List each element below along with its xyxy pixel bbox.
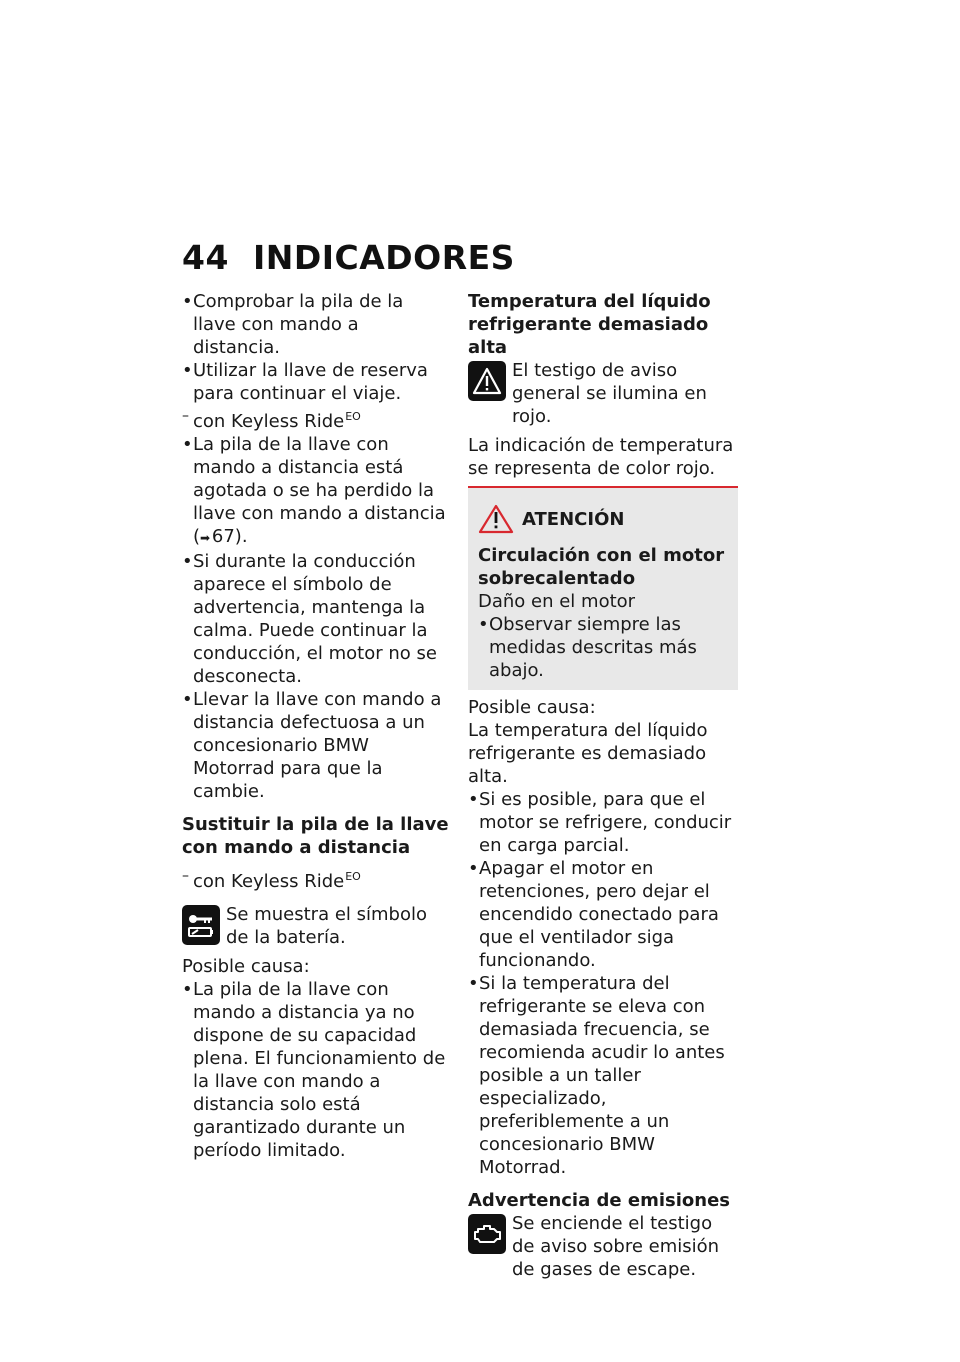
list-item: • La pila de la llave con mando a distancia está agotada o se ha perdido la llave con mando a distancia (➡ 67). <box>182 433 450 550</box>
list-item: • La pila de la llave con mando a distancia ya no dispone de su capacidad plena. El funcionamiento de la llave con mando a distancia solo está garantizado durante un período limitado. <box>182 978 450 1162</box>
left-column <box>182 290 450 1162</box>
list-item: • Llevar la llave con mando a distancia defectuosa a un concesionario BMW Motorrad para que la cambie. <box>182 688 450 803</box>
battery-text: Se muestra el símbolo de la batería. <box>226 904 427 948</box>
attention-box <box>468 488 738 690</box>
attention-title: Circulación con el motor sobrecalentado <box>478 545 725 589</box>
warning-indicator-row <box>468 359 738 428</box>
list-item: • Observar siempre las medidas descritas más abajo. <box>478 613 730 682</box>
key-battery-icon <box>182 905 220 945</box>
battery-indicator-row <box>182 903 450 949</box>
cause-label: Posible causa: <box>468 697 596 718</box>
temperature-text: La indicación de temperatura se representa de color rojo. <box>468 435 734 479</box>
equipment-note: – con Keyless Ride$^{EO}$ <box>182 865 450 893</box>
list-item: • Apagar el motor en retenciones, pero dejar el encendido conectado para que el ventilador siga funcionando. <box>468 857 738 972</box>
section-heading: Temperatura del líquido refrigerante demasiado alta <box>468 291 711 358</box>
page-header <box>182 238 515 277</box>
page-title: INDICADORES <box>252 238 515 277</box>
emission-text: Se enciende el testigo de aviso sobre emisión de gases de escape. <box>512 1213 720 1280</box>
section-heading: Advertencia de emisiones <box>468 1190 730 1211</box>
list-item: • Si durante la conducción aparece el símbolo de advertencia, mantenga la calma. Puede continuar la conducción, el motor no se desconecta. <box>182 550 450 688</box>
cause-text: La temperatura del líquido refrigerante es demasiado alta. <box>468 720 708 787</box>
warning-triangle-icon <box>478 504 514 534</box>
list-item: • Si es posible, para que el motor se refrigere, conducir en carga parcial. <box>468 788 738 857</box>
list-item: • Utilizar la llave de reserva para continuar el viaje. <box>182 359 450 405</box>
section-heading: Sustituir la pila de la llave con mando a distancia <box>182 814 449 858</box>
attention-subtitle: Daño en el motor <box>478 591 636 612</box>
attention-header <box>478 504 730 534</box>
cause-label: Posible causa: <box>182 956 310 977</box>
warning-text: El testigo de aviso general se ilumina en rojo. <box>512 360 707 427</box>
emission-indicator-row <box>468 1212 738 1281</box>
warning-triangle-icon <box>468 361 506 401</box>
engine-check-icon <box>468 1214 506 1254</box>
list-item: • Comprobar la pila de la llave con mando a distancia. <box>182 290 450 359</box>
page-number: 44 <box>182 238 229 277</box>
right-column <box>468 290 738 1281</box>
list-item: • Si la temperatura del refrigerante se eleva con demasiada frecuencia, se recomienda acudir lo antes posible a un taller especializado, preferiblemente a un concesionario BMW Motorrad. <box>468 972 738 1179</box>
page-reference[interactable]: 67). <box>211 526 248 547</box>
arrow-reference-icon: ➡ <box>200 531 211 545</box>
attention-label: ATENCIÓN <box>522 508 625 530</box>
equipment-note: – con Keyless Ride$^{EO}$ <box>182 405 450 433</box>
